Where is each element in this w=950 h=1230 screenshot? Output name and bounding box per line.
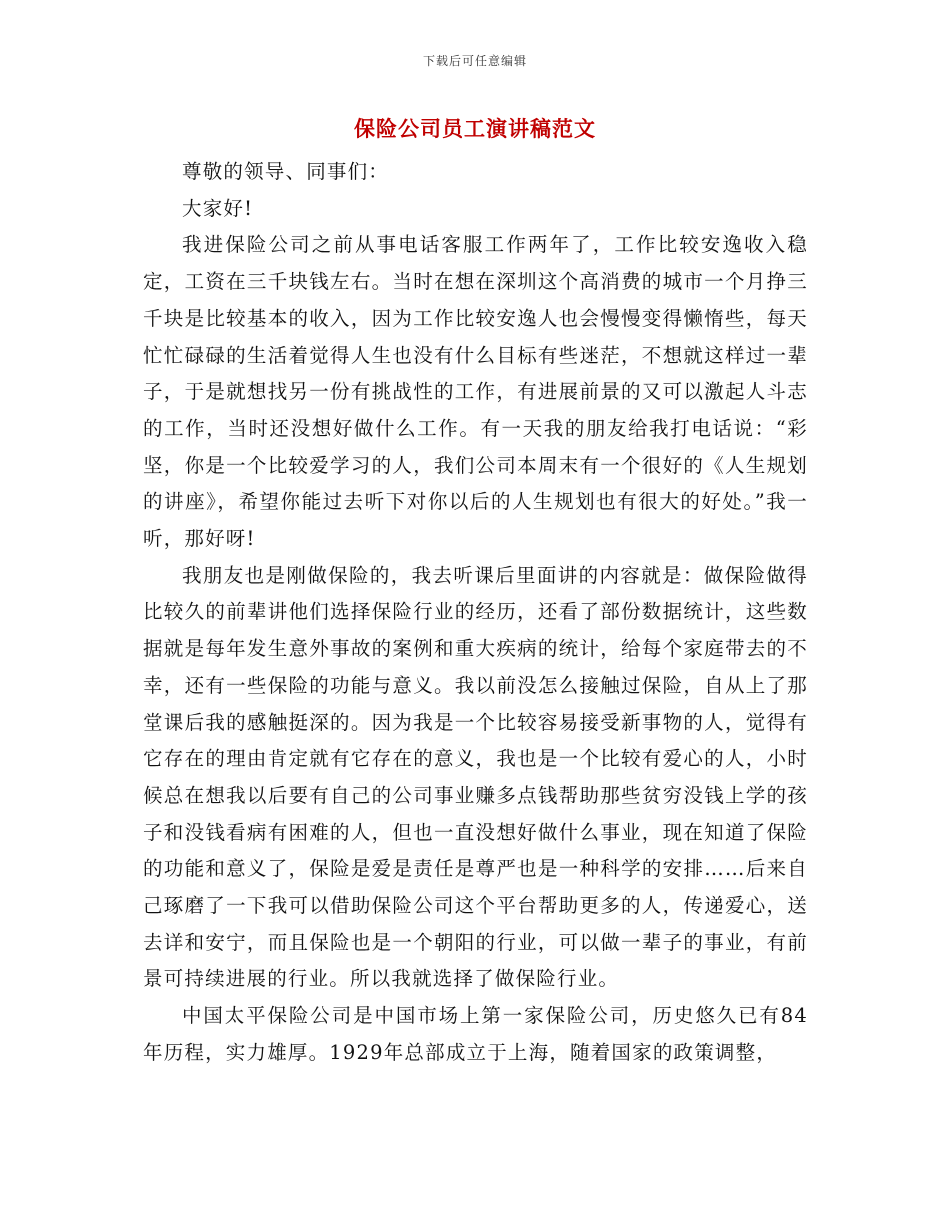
document-title: 保险公司员工演讲稿范文: [354, 116, 596, 141]
paragraph: 中国太平保险公司是中国市场上第一家保险公司，历史悠久已有84年历程，实力雄厚。1929年总部成立于上海，随着国家的政策调整，: [143, 1004, 808, 1064]
paragraph-salutation: 尊敬的领导、同事们：: [182, 160, 390, 183]
paragraph-greeting: 大家好!: [182, 196, 254, 220]
document-body: [143, 154, 808, 1072]
header-note: 下载后可任意编辑: [422, 54, 527, 68]
paragraph: 我进保险公司之前从事电话客服工作两年了，工作比较安逸收入稳定，工资在三千块钱左右。当时在想在深圳这个高消费的城市一个月挣三千块是比较基本的收入，因为工作比较安逸人也会慢慢变得懒惰些，每天忙忙碌碌的生活着觉得人生也没有什么目标有些迷茫，不想就这样过一辈子，于是就想找另一份有挑战性的工作，有进展前景的又可以激起人斗志的工作，当时还没想好做什么工作。有一天我的朋友给我打电话说：“彩坚，你是一个比较爱学习的人，我们公司本周末有一个很好的《人生规划的讲座》，希望你能过去听下对你以后的人生规划也有很大的好处。”我一听，那好呀!: [143, 233, 808, 551]
paragraph: 我朋友也是刚做保险的，我去听课后里面讲的内容就是：做保险做得比较久的前辈讲他们选择保险行业的经历，还看了部份数据统计，这些数据就是每年发生意外事故的案例和重大疾病的统计，给每个家庭带去的不幸，还有一些保险的功能与意义。我以前没怎么接触过保险，自从上了那堂课后我的感触挺深的。因为我是一个比较容易接受新事物的人，觉得有它存在的理由肯定就有它存在的意义，我也是一个比较有爱心的人，小时候总在想我以后要有自己的公司事业赚多点钱帮助那些贫穷没钱上学的孩子和没钱看病有困难的人，但也一直没想好做什么事业，现在知道了保险的功能和意义了，保险是爱是责任是尊严也是一种科学的安排……后来自己琢磨了一下我可以借助保险公司这个平台帮助更多的人，传递爱心，送去详和安宁，而且保险也是一个朝阳的行业，可以做一辈子的事业，有前景可持续进展的行业。所以我就选择了做保险行业。: [143, 563, 808, 991]
